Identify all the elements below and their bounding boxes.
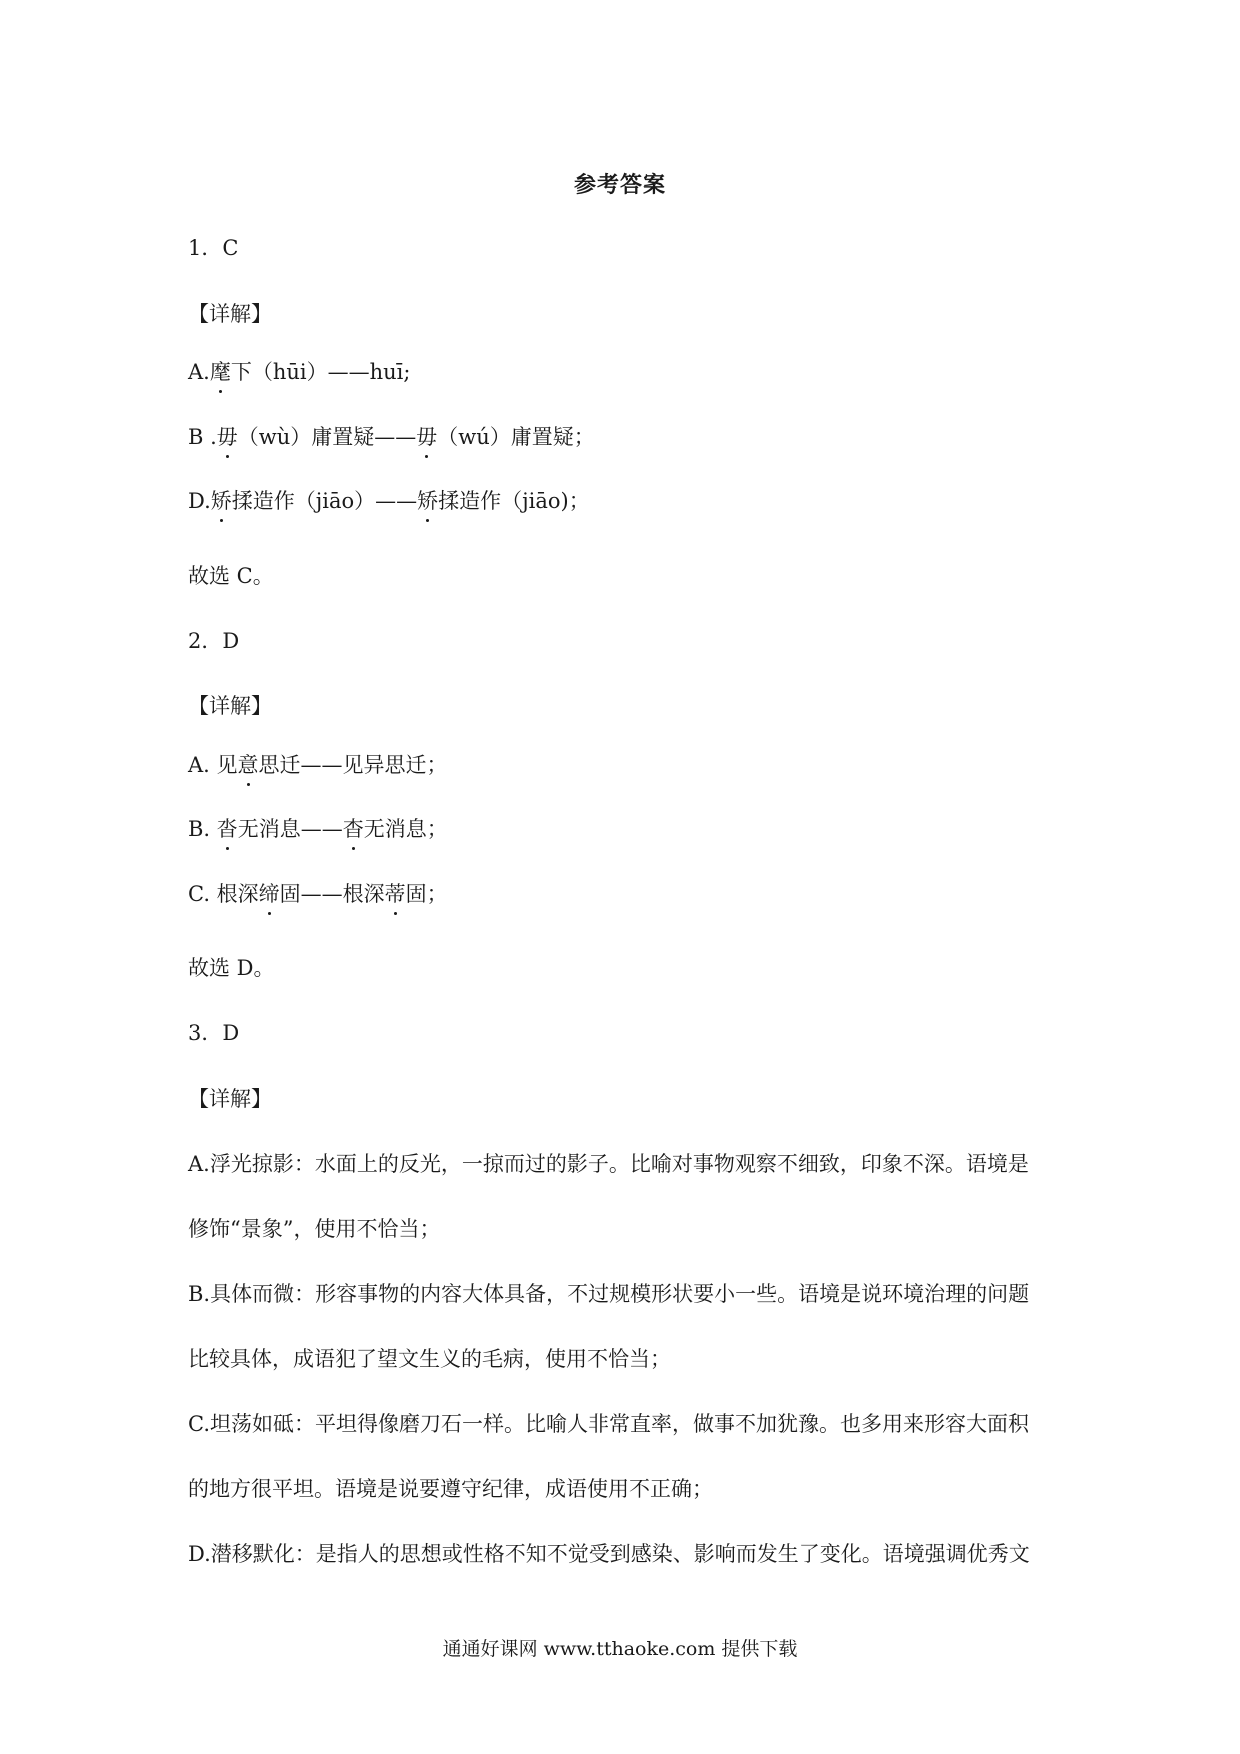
q2-answer: 2．D: [188, 629, 240, 653]
q1-option-d: [188, 486, 590, 516]
q2-option-c: [188, 879, 448, 909]
q1-b-dotted-char-1: 毋: [217, 422, 238, 452]
q3-detail-label: 【详解】: [188, 1087, 272, 1111]
q2-option-b: [188, 814, 448, 844]
q2-conclusion: 故选 D。: [188, 956, 275, 980]
q1-b-suffix: （wú）庸置疑；: [437, 425, 595, 449]
page-title: 参考答案: [573, 172, 666, 198]
q3-explanation-line: B.具体而微：形容事物的内容大体具备，不过规模形状要小一些。语境是说环境治理的问题: [188, 1282, 1030, 1306]
q1-d-middle: 揉造作（jiāo）——: [231, 489, 418, 513]
q3-explanation-line: 的地方很平坦。语境是说要遵守纪律，成语使用不正确；: [188, 1477, 713, 1501]
q1-option-a: [188, 357, 410, 387]
q2-b-prefix: B.: [188, 817, 217, 841]
q2-b-dotted-char-1: 沓: [217, 814, 238, 844]
q1-detail-label: 【详解】: [188, 302, 272, 326]
q1-d-dotted-char-2: 矫: [417, 486, 438, 516]
q2-c-prefix: C. 根深: [188, 882, 259, 906]
q1-conclusion: 故选 C。: [188, 564, 274, 588]
q3-explanation-line: C.坦荡如砥：平坦得像磨刀石一样。比喻人非常直率，做事不加犹豫。也多用来形容大面积: [188, 1412, 1029, 1436]
q2-option-a: [188, 750, 448, 780]
q1-option-b: [188, 422, 595, 452]
q1-a-prefix: A.: [188, 360, 210, 384]
q2-c-dotted-char-1: 缔: [259, 879, 280, 909]
q2-c-middle: 固——根深: [279, 882, 385, 906]
q1-b-middle: （wù）庸置疑——: [237, 425, 417, 449]
q2-b-suffix: 无消息；: [363, 817, 448, 841]
q2-a-suffix: 思迁——见异思迁；: [258, 753, 448, 777]
q1-a-suffix: 下（hūi）——huī;: [230, 360, 411, 384]
q2-c-suffix: 固；: [405, 882, 448, 906]
q3-answer: 3．D: [188, 1021, 240, 1045]
q3-explanation-line: 比较具体，成语犯了望文生义的毛病，使用不恰当；: [188, 1347, 671, 1371]
q1-b-dotted-char-2: 毋: [416, 422, 437, 452]
q1-a-dotted-char: 麾: [210, 357, 231, 387]
q1-d-suffix: 揉造作（jiāo)；: [438, 489, 590, 513]
page-footer: 通通好课网 www.tthaoke.com 提供下载: [442, 1638, 798, 1660]
q2-detail-label: 【详解】: [188, 694, 272, 718]
q2-b-middle: 无消息——: [237, 817, 343, 841]
q1-answer: 1．C: [188, 236, 239, 260]
q3-explanation-line: 修饰“景象”，使用不恰当；: [188, 1217, 441, 1241]
q1-d-prefix: D.: [188, 489, 211, 513]
q2-b-dotted-char-2: 杳: [343, 814, 364, 844]
q2-c-dotted-char-2: 蒂: [385, 879, 406, 909]
q3-explanation-line: D.潜移默化：是指人的思想或性格不知不觉受到感染、影响而发生了变化。语境强调优秀文: [188, 1542, 1030, 1566]
q2-a-dotted-char: 意: [238, 750, 259, 780]
q2-a-prefix: A. 见: [188, 753, 238, 777]
q1-d-dotted-char-1: 矫: [211, 486, 232, 516]
q3-explanation-line: A.浮光掠影：水面上的反光，一掠而过的影子。比喻对事物观察不细致，印象不深。语境是: [188, 1152, 1029, 1176]
q1-b-prefix: B .: [188, 425, 217, 449]
